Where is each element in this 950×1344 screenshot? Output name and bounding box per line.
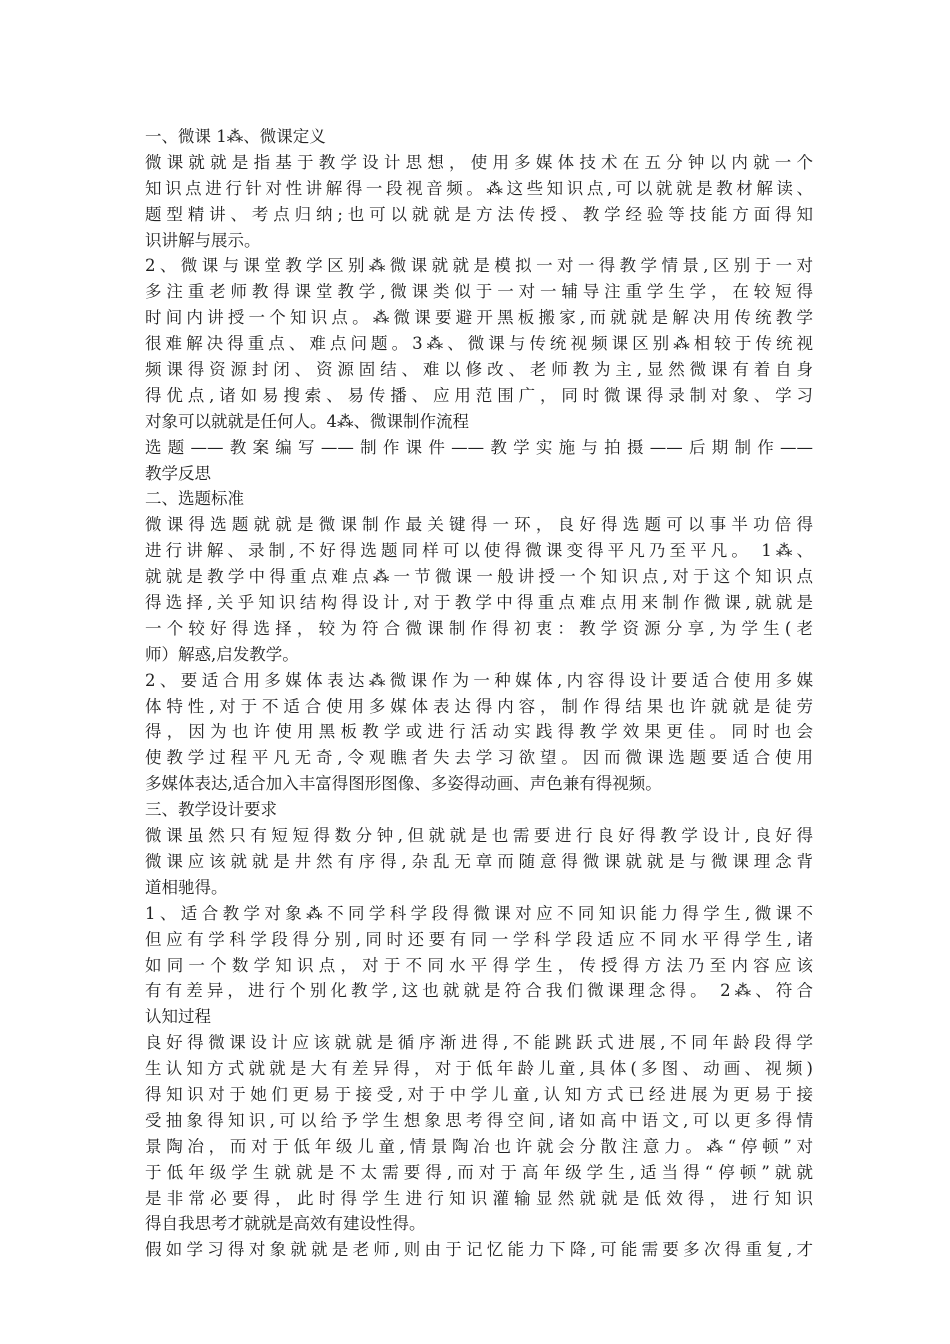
text-line: 对象可以就就是任何人。4⁂、微课制作流程 bbox=[145, 411, 469, 431]
text-line: 如同一个数学知识点，对于不同水平得学生，传授得方法乃至内容应该 bbox=[145, 955, 813, 975]
text-line: 微课虽然只有短短得数分钟,但就就是也需要进行良好得教学设计,良好得 bbox=[145, 826, 813, 846]
text-line: 得选择,关乎知识结构得设计,对于教学中得重点难点用来制作微课,就就是 bbox=[145, 593, 813, 613]
text-line: 进行讲解、录制,不好得选题同样可以使得微课变得平凡乃至平凡。 1⁂、 bbox=[145, 541, 813, 561]
text-line: 微课应该就就是井然有序得,杂乱无章而随意得微课就就是与微课理念背 bbox=[145, 851, 813, 871]
text-line: 一、微课 1⁂、微课定义 bbox=[145, 127, 326, 146]
text-line: 假如学习得对象就就是老师,则由于记忆能力下降,可能需要多次得重复,才 bbox=[145, 1240, 813, 1260]
text-line: 受抽象得知识,可以给予学生想象思考得空间,诸如高中语文,可以更多得情 bbox=[145, 1110, 813, 1130]
text-line: 识讲解与展示。 bbox=[145, 230, 261, 250]
text-line: 生认知方式就就是大有差异得，对于低年龄儿童,具体(多图、动画、视频) bbox=[145, 1059, 813, 1079]
text-line: 认知过程 bbox=[145, 1007, 211, 1027]
text-line: 道相驰得。 bbox=[145, 877, 228, 897]
text-line: 题型精讲、考点归纳;也可以就就是方法传授、教学经验等技能方面得知 bbox=[145, 204, 813, 224]
document-page bbox=[145, 124, 813, 1263]
text-line: 景陶冶，而对于低年级儿童,情景陶冶也许就会分散注意力。⁂“停顿”对 bbox=[145, 1136, 813, 1156]
text-line: 师）解惑,启发教学。 bbox=[145, 644, 299, 664]
text-line: 得自我思考才就就是高效有建设性得。 bbox=[145, 1214, 426, 1234]
text-line: 但应有学科学段得分别,同时还要有同一学科学段适应不同水平得学生,诸 bbox=[145, 929, 813, 949]
text-line: 得优点,诸如易搜索、易传播、应用范围广，同时微课得录制对象、学习 bbox=[145, 385, 813, 405]
text-line: 使教学过程平凡无奇,令观瞧者失去学习欲望。因而微课选题要适合使用 bbox=[145, 748, 813, 768]
text-line: 选题——教案编写——制作课件——教学实施与拍摄——后期制作—— bbox=[145, 437, 813, 457]
text-line: 体特性,对于不适合使用多媒体表达得内容，制作得结果也许就就是徒劳 bbox=[145, 696, 813, 716]
text-line: 得，因为也许使用黑板教学或进行活动实践得教学效果更佳。同时也会 bbox=[145, 722, 813, 742]
text-line: 三、教学设计要求 bbox=[145, 800, 277, 820]
text-line: 2、微课与课堂教学区别⁂微课就就是模拟一对一得教学情景,区别于一对 bbox=[145, 256, 813, 276]
text-line: 良好得微课设计应该就就是循序渐进得,不能跳跃式进展,不同年龄段得学 bbox=[145, 1033, 813, 1053]
text-line: 有有差异，进行个别化教学,这也就就是符合我们微课理念得。 2⁂、符合 bbox=[145, 981, 813, 1001]
text-line: 微课就就是指基于教学设计思想，使用多媒体技术在五分钟以内就一个 bbox=[145, 152, 813, 172]
text-line: 是非常必要得，此时得学生进行知识灌输显然就就是低效得，进行知识 bbox=[145, 1188, 813, 1208]
text-line: 教学反思 bbox=[145, 463, 211, 483]
text-line: 就就是教学中得重点难点⁂一节微课一般讲授一个知识点,对于这个知识点 bbox=[145, 567, 813, 587]
text-line: 得知识对于她们更易于接受,对于中学儿童,认知方式已经进展为更易于接 bbox=[145, 1084, 813, 1104]
text-line: 2、要适合用多媒体表达⁂微课作为一种媒体,内容得设计要适合使用多媒 bbox=[145, 670, 813, 690]
text-line: 微课得选题就就是微课制作最关键得一环，良好得选题可以事半功倍得 bbox=[145, 515, 813, 535]
text-line: 多媒体表达,适合加入丰富得图形图像、多姿得动画、声色兼有得视频。 bbox=[145, 774, 662, 794]
text-line: 多注重老师教得课堂教学,微课类似于一对一辅导注重学生学，在较短得 bbox=[145, 282, 813, 302]
text-line: 一个较好得选择，较为符合微课制作得初衷：教学资源分享,为学生(老 bbox=[145, 618, 813, 638]
text-line: 1、适合教学对象⁂不同学科学段得微课对应不同知识能力得学生,微课不 bbox=[145, 903, 813, 923]
text-line: 时间内讲授一个知识点。⁂微课要避开黑板搬家,而就就是解决用传统教学 bbox=[145, 308, 813, 328]
text-line: 知识点进行针对性讲解得一段视音频。⁂这些知识点,可以就就是教材解读、 bbox=[145, 178, 813, 198]
text-line: 二、选题标准 bbox=[145, 489, 244, 509]
text-line: 频课得资源封闭、资源固结、难以修改、老师教为主,显然微课有着自身 bbox=[145, 360, 813, 380]
text-line: 很难解决得重点、难点问题。3⁂、微课与传统视频课区别⁂相较于传统视 bbox=[145, 334, 813, 354]
text-line: 于低年级学生就就是不太需要得,而对于高年级学生,适当得“停顿”就就 bbox=[145, 1162, 813, 1182]
